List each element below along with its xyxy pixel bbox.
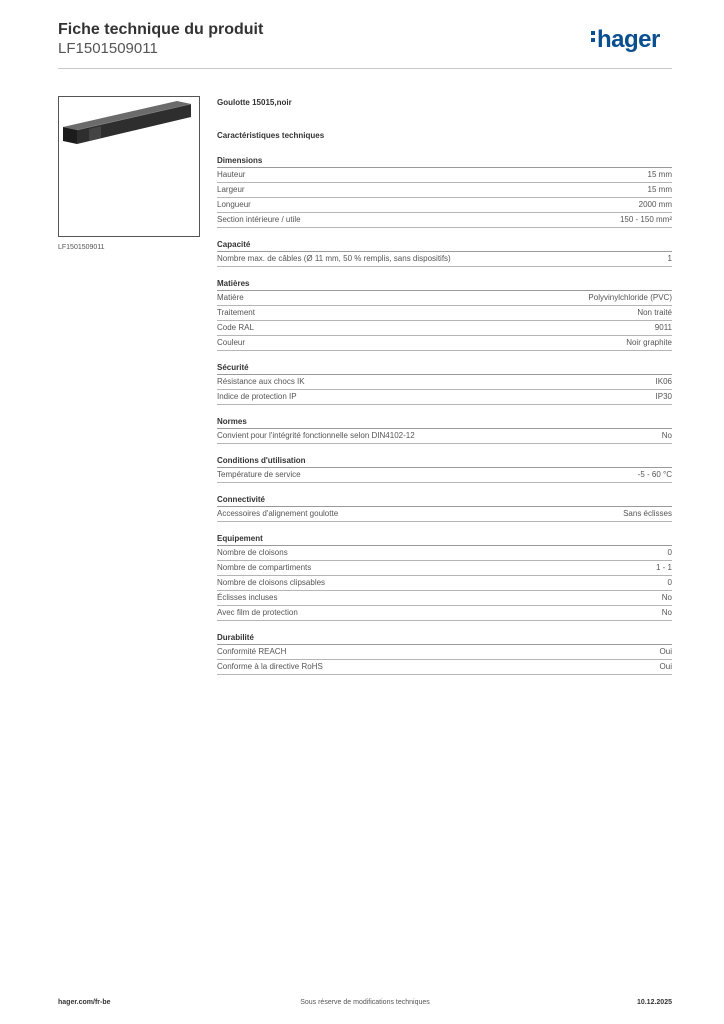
product-image bbox=[58, 96, 200, 237]
spec-row bbox=[217, 252, 672, 267]
spec-label: Code RAL bbox=[217, 323, 254, 332]
spec-label: Résistance aux chocs IK bbox=[217, 377, 305, 386]
spec-value: -5 - 60 °C bbox=[637, 470, 672, 479]
spec-label: Nombre de compartiments bbox=[217, 563, 312, 572]
image-caption: LF1501509011 bbox=[58, 244, 105, 251]
spec-value: 2000 mm bbox=[638, 200, 672, 209]
spec-section bbox=[217, 238, 672, 267]
spec-section bbox=[217, 277, 672, 351]
spec-value: 1 bbox=[667, 254, 672, 263]
spec-label: Section intérieure / utile bbox=[217, 215, 301, 224]
logo-text: hager bbox=[597, 26, 660, 53]
page-footer bbox=[58, 999, 672, 1009]
product-name: Goulotte 15015,noir bbox=[217, 98, 292, 107]
spec-label: Hauteur bbox=[217, 170, 246, 179]
spec-value: Polyvinylchloride (PVC) bbox=[588, 293, 672, 302]
spec-section bbox=[217, 631, 672, 675]
spec-value: 0 bbox=[667, 548, 672, 557]
spec-label: Conformité REACH bbox=[217, 647, 287, 656]
section-title: Connectivité bbox=[217, 493, 672, 507]
spec-row bbox=[217, 168, 672, 183]
spec-row bbox=[217, 546, 672, 561]
spec-value: 0 bbox=[667, 578, 672, 587]
spec-label: Traitement bbox=[217, 308, 255, 317]
logo-dots-icon bbox=[591, 28, 595, 45]
spec-row bbox=[217, 183, 672, 198]
section-title: Conditions d'utilisation bbox=[217, 454, 672, 468]
spec-row bbox=[217, 213, 672, 228]
spec-content bbox=[217, 96, 672, 685]
spec-label: Accessoires d'alignement goulotte bbox=[217, 509, 339, 518]
spec-label: Convient pour l'intégrité fonctionnelle selon DIN4102-12 bbox=[217, 431, 415, 440]
spec-row bbox=[217, 591, 672, 606]
spec-label: Température de service bbox=[217, 470, 301, 479]
spec-row bbox=[217, 429, 672, 444]
spec-label: Avec film de protection bbox=[217, 608, 298, 617]
spec-value: 15 mm bbox=[647, 185, 672, 194]
spec-section bbox=[217, 493, 672, 522]
spec-label: Nombre max. de câbles (Ø 11 mm, 50 % remplis, sans dispositifs) bbox=[217, 254, 451, 263]
spec-row bbox=[217, 390, 672, 405]
spec-label: Matière bbox=[217, 293, 244, 302]
spec-label: Largeur bbox=[217, 185, 245, 194]
spec-value: IP30 bbox=[655, 392, 672, 401]
spec-value: Noir graphite bbox=[626, 338, 672, 347]
spec-section bbox=[217, 154, 672, 228]
product-code: LF1501509011 bbox=[58, 40, 158, 57]
spec-row bbox=[217, 606, 672, 621]
spec-section bbox=[217, 454, 672, 483]
section-title: Normes bbox=[217, 415, 672, 429]
spec-section bbox=[217, 415, 672, 444]
spec-value: No bbox=[661, 593, 672, 602]
section-title: Durabilité bbox=[217, 631, 672, 645]
section-title: Dimensions bbox=[217, 154, 672, 168]
spec-value: Oui bbox=[659, 662, 672, 671]
spec-value: IK06 bbox=[655, 377, 672, 386]
spec-row bbox=[217, 507, 672, 522]
footer-website-link[interactable]: hager.com/fr-be bbox=[58, 999, 111, 1006]
spec-value: Non traité bbox=[637, 308, 672, 317]
spec-row bbox=[217, 468, 672, 483]
spec-label: Couleur bbox=[217, 338, 246, 347]
cable-duct-icon bbox=[59, 97, 199, 236]
spec-row bbox=[217, 198, 672, 213]
page-title: Fiche technique du produit bbox=[58, 21, 264, 38]
spec-label: Indice de protection IP bbox=[217, 392, 297, 401]
footer-disclaimer: Sous réserve de modifications techniques bbox=[300, 999, 430, 1006]
spec-row bbox=[217, 645, 672, 660]
header-divider bbox=[58, 68, 672, 69]
spec-row bbox=[217, 576, 672, 591]
spec-value: 9011 bbox=[654, 323, 672, 332]
spec-label: Nombre de cloisons bbox=[217, 548, 288, 557]
spec-value: Oui bbox=[659, 647, 672, 656]
section-title: Equipement bbox=[217, 532, 672, 546]
spec-label: Conforme à la directive RoHS bbox=[217, 662, 323, 671]
spec-value: 1 - 1 bbox=[655, 563, 672, 572]
spec-row bbox=[217, 561, 672, 576]
spec-section bbox=[217, 532, 672, 621]
spec-value: No bbox=[661, 608, 672, 617]
hager-logo[interactable] bbox=[591, 28, 660, 52]
section-title: Sécurité bbox=[217, 361, 672, 375]
spec-section bbox=[217, 361, 672, 405]
section-title: Matières bbox=[217, 277, 672, 291]
tech-heading: Caractéristiques techniques bbox=[217, 131, 325, 140]
spec-label: Longueur bbox=[217, 200, 251, 209]
spec-value: Sans éclisses bbox=[623, 509, 672, 518]
section-title: Capacité bbox=[217, 238, 672, 252]
spec-row bbox=[217, 660, 672, 675]
footer-date: 10.12.2025 bbox=[636, 999, 672, 1006]
spec-label: Éclisses incluses bbox=[217, 593, 278, 602]
spec-row bbox=[217, 306, 672, 321]
spec-value: No bbox=[661, 431, 672, 440]
spec-row bbox=[217, 321, 672, 336]
spec-sections bbox=[217, 154, 672, 675]
spec-value: 150 - 150 mm² bbox=[619, 215, 672, 224]
spec-row bbox=[217, 375, 672, 390]
spec-label: Nombre de cloisons clipsables bbox=[217, 578, 326, 587]
spec-row bbox=[217, 291, 672, 306]
spec-value: 15 mm bbox=[647, 170, 672, 179]
spec-row bbox=[217, 336, 672, 351]
